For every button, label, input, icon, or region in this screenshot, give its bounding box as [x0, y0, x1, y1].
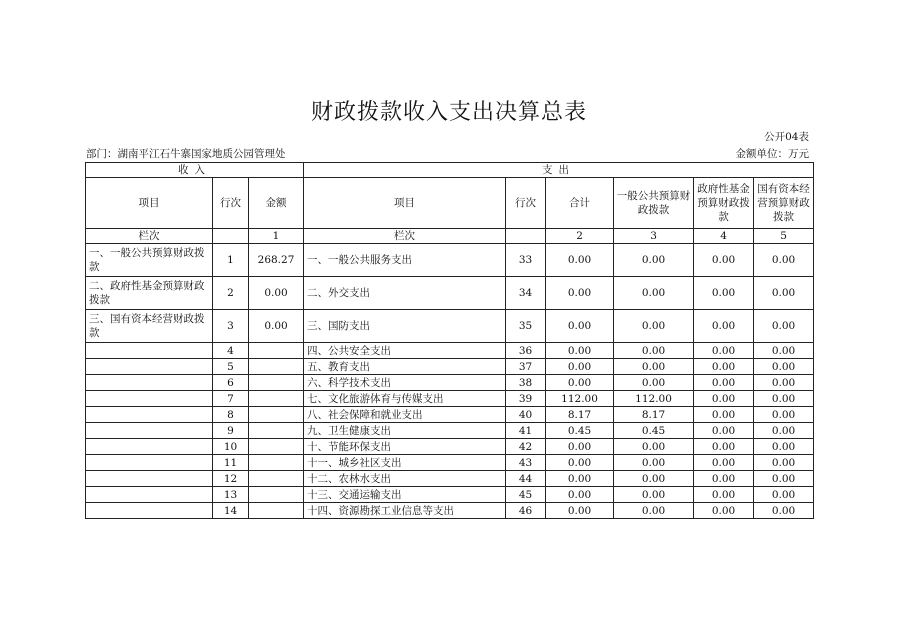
income-line-cell: 3 [213, 310, 249, 343]
general-budget-cell: 112.00 [614, 391, 694, 407]
income-item-cell [86, 471, 213, 487]
gov-fund-cell: 0.00 [694, 244, 754, 277]
expense-item-cell: 一、一般公共服务支出 [304, 244, 506, 277]
income-amount-cell: 268.27 [249, 244, 304, 277]
table-row [86, 487, 814, 503]
expense-item-cell: 四、公共安全支出 [304, 343, 506, 359]
section-header-row [86, 163, 814, 178]
general-budget-cell: 0.00 [614, 375, 694, 391]
income-amount-cell [249, 391, 304, 407]
income-line-cell: 10 [213, 439, 249, 455]
expense-line-cell: 35 [506, 310, 546, 343]
expense-item-cell: 十、节能环保支出 [304, 439, 506, 455]
general-budget-cell: 0.00 [614, 244, 694, 277]
state-capital-cell: 0.00 [754, 359, 814, 375]
income-line-header: 行次 [213, 178, 249, 229]
gov-fund-cell: 0.00 [694, 439, 754, 455]
total-cell: 0.00 [546, 310, 614, 343]
expense-item-header: 项目 [304, 178, 506, 229]
general-budget-cell: 0.00 [614, 503, 694, 519]
income-item-cell [86, 503, 213, 519]
income-item-cell [86, 407, 213, 423]
gov-fund-cell: 0.00 [694, 375, 754, 391]
income-line-cell: 1 [213, 244, 249, 277]
expense-item-cell: 八、社会保障和就业支出 [304, 407, 506, 423]
gov-fund-cell: 0.00 [694, 277, 754, 310]
expense-line-cell: 43 [506, 455, 546, 471]
income-line-cell: 8 [213, 407, 249, 423]
income-item-cell [86, 359, 213, 375]
income-amount-cell [249, 471, 304, 487]
gov-fund-cell: 0.00 [694, 503, 754, 519]
state-capital-cell: 0.00 [754, 487, 814, 503]
state-capital-cell: 0.00 [754, 439, 814, 455]
index-empty-cell [213, 229, 249, 244]
gov-fund-cell: 0.00 [694, 343, 754, 359]
income-line-cell: 12 [213, 471, 249, 487]
income-item-cell: 一、一般公共预算财政拨款 [86, 244, 213, 277]
table-row [86, 310, 814, 343]
index-state: 5 [754, 229, 814, 244]
general-budget-cell: 8.17 [614, 407, 694, 423]
gov-fund-cell: 0.00 [694, 471, 754, 487]
expense-item-cell: 二、外交支出 [304, 277, 506, 310]
general-budget-header: 一般公共预算财政拨款 [614, 178, 694, 229]
income-amount-cell: 0.00 [249, 310, 304, 343]
total-cell: 0.00 [546, 343, 614, 359]
total-cell: 0.00 [546, 487, 614, 503]
expense-item-cell: 十四、资源勘探工业信息等支出 [304, 503, 506, 519]
gov-fund-cell: 0.00 [694, 455, 754, 471]
gov-fund-cell: 0.00 [694, 407, 754, 423]
state-capital-cell: 0.00 [754, 455, 814, 471]
index-label-right: 栏次 [304, 229, 506, 244]
income-amount-cell [249, 423, 304, 439]
total-cell: 0.00 [546, 439, 614, 455]
expense-item-cell: 十三、交通运输支出 [304, 487, 506, 503]
income-line-cell: 9 [213, 423, 249, 439]
gov-fund-cell: 0.00 [694, 487, 754, 503]
expense-line-cell: 39 [506, 391, 546, 407]
income-line-cell: 4 [213, 343, 249, 359]
table-row [86, 455, 814, 471]
table-row [86, 343, 814, 359]
column-header-row [86, 178, 814, 229]
income-amount-cell [249, 439, 304, 455]
income-amount-cell [249, 455, 304, 471]
general-budget-cell: 0.00 [614, 487, 694, 503]
expense-section-header: 支出 [304, 163, 814, 178]
income-amount-cell [249, 359, 304, 375]
gov-fund-cell: 0.00 [694, 359, 754, 375]
state-capital-cell: 0.00 [754, 471, 814, 487]
income-line-cell: 7 [213, 391, 249, 407]
general-budget-cell: 0.00 [614, 439, 694, 455]
total-cell: 0.00 [546, 244, 614, 277]
gov-fund-cell: 0.00 [694, 391, 754, 407]
income-line-cell: 14 [213, 503, 249, 519]
expense-line-cell: 41 [506, 423, 546, 439]
index-total: 2 [546, 229, 614, 244]
table-row [86, 375, 814, 391]
general-budget-cell: 0.00 [614, 455, 694, 471]
state-capital-cell: 0.00 [754, 310, 814, 343]
income-item-cell: 三、国有资本经营财政拨款 [86, 310, 213, 343]
income-line-cell: 13 [213, 487, 249, 503]
expense-item-cell: 五、教育支出 [304, 359, 506, 375]
general-budget-cell: 0.00 [614, 343, 694, 359]
expense-line-cell: 34 [506, 277, 546, 310]
gov-fund-header: 政府性基金预算财政拨款 [694, 178, 754, 229]
table-row [86, 391, 814, 407]
income-amount-cell [249, 503, 304, 519]
state-capital-header: 国有资本经营预算财政拨款 [754, 178, 814, 229]
state-capital-cell: 0.00 [754, 391, 814, 407]
income-item-cell [86, 439, 213, 455]
table-row [86, 277, 814, 310]
index-label-left: 栏次 [86, 229, 213, 244]
state-capital-cell: 0.00 [754, 407, 814, 423]
general-budget-cell: 0.00 [614, 277, 694, 310]
table-row [86, 359, 814, 375]
total-cell: 0.00 [546, 375, 614, 391]
gov-fund-cell: 0.00 [694, 310, 754, 343]
expense-line-cell: 42 [506, 439, 546, 455]
department-label: 部门：湖南平江石牛寨国家地质公园管理处 [86, 148, 286, 160]
expense-item-cell: 九、卫生健康支出 [304, 423, 506, 439]
index-amount: 1 [249, 229, 304, 244]
total-cell: 0.00 [546, 359, 614, 375]
state-capital-cell: 0.00 [754, 375, 814, 391]
table-row [86, 503, 814, 519]
income-item-cell: 二、政府性基金预算财政拨款 [86, 277, 213, 310]
income-item-cell [86, 375, 213, 391]
form-number: 公开04表 [764, 131, 809, 143]
expense-line-header: 行次 [506, 178, 546, 229]
table-row [86, 439, 814, 455]
income-item-header: 项目 [86, 178, 213, 229]
income-amount-header: 金额 [249, 178, 304, 229]
table-row [86, 423, 814, 439]
general-budget-cell: 0.00 [614, 359, 694, 375]
income-amount-cell [249, 343, 304, 359]
index-general: 3 [614, 229, 694, 244]
expense-line-cell: 33 [506, 244, 546, 277]
income-item-cell [86, 487, 213, 503]
index-empty-cell [506, 229, 546, 244]
expense-line-cell: 36 [506, 343, 546, 359]
expense-line-cell: 45 [506, 487, 546, 503]
state-capital-cell: 0.00 [754, 343, 814, 359]
table-row [86, 407, 814, 423]
income-item-cell [86, 343, 213, 359]
income-amount-cell [249, 407, 304, 423]
expense-line-cell: 44 [506, 471, 546, 487]
column-index-row [86, 229, 814, 244]
income-amount-cell: 0.00 [249, 277, 304, 310]
income-item-cell [86, 455, 213, 471]
total-cell: 0.00 [546, 503, 614, 519]
expense-item-cell: 十一、城乡社区支出 [304, 455, 506, 471]
general-budget-cell: 0.00 [614, 471, 694, 487]
general-budget-cell: 0.45 [614, 423, 694, 439]
table-row [86, 471, 814, 487]
general-budget-cell: 0.00 [614, 310, 694, 343]
index-gov: 4 [694, 229, 754, 244]
total-cell: 0.00 [546, 277, 614, 310]
total-cell: 0.00 [546, 455, 614, 471]
state-capital-cell: 0.00 [754, 277, 814, 310]
expense-line-cell: 46 [506, 503, 546, 519]
total-header: 合计 [546, 178, 614, 229]
total-cell: 0.45 [546, 423, 614, 439]
page-title: 财政拨款收入支出决算总表 [310, 100, 587, 125]
expense-item-cell: 十二、农林水支出 [304, 471, 506, 487]
income-section-header: 收入 [86, 163, 304, 178]
income-line-cell: 5 [213, 359, 249, 375]
income-item-cell [86, 423, 213, 439]
gov-fund-cell: 0.00 [694, 423, 754, 439]
expense-line-cell: 38 [506, 375, 546, 391]
unit-label: 金额单位：万元 [735, 148, 809, 160]
expense-item-cell: 六、科学技术支出 [304, 375, 506, 391]
state-capital-cell: 0.00 [754, 244, 814, 277]
income-item-cell [86, 391, 213, 407]
expense-item-cell: 三、国防支出 [304, 310, 506, 343]
income-amount-cell [249, 487, 304, 503]
state-capital-cell: 0.00 [754, 423, 814, 439]
expense-item-cell: 七、文化旅游体育与传媒支出 [304, 391, 506, 407]
total-cell: 112.00 [546, 391, 614, 407]
income-line-cell: 6 [213, 375, 249, 391]
expense-line-cell: 37 [506, 359, 546, 375]
total-cell: 0.00 [546, 471, 614, 487]
total-cell: 8.17 [546, 407, 614, 423]
state-capital-cell: 0.00 [754, 503, 814, 519]
expense-line-cell: 40 [506, 407, 546, 423]
income-amount-cell [249, 375, 304, 391]
table-row [86, 244, 814, 277]
income-line-cell: 2 [213, 277, 249, 310]
budget-table [85, 162, 814, 519]
table-body [86, 163, 814, 519]
income-line-cell: 11 [213, 455, 249, 471]
